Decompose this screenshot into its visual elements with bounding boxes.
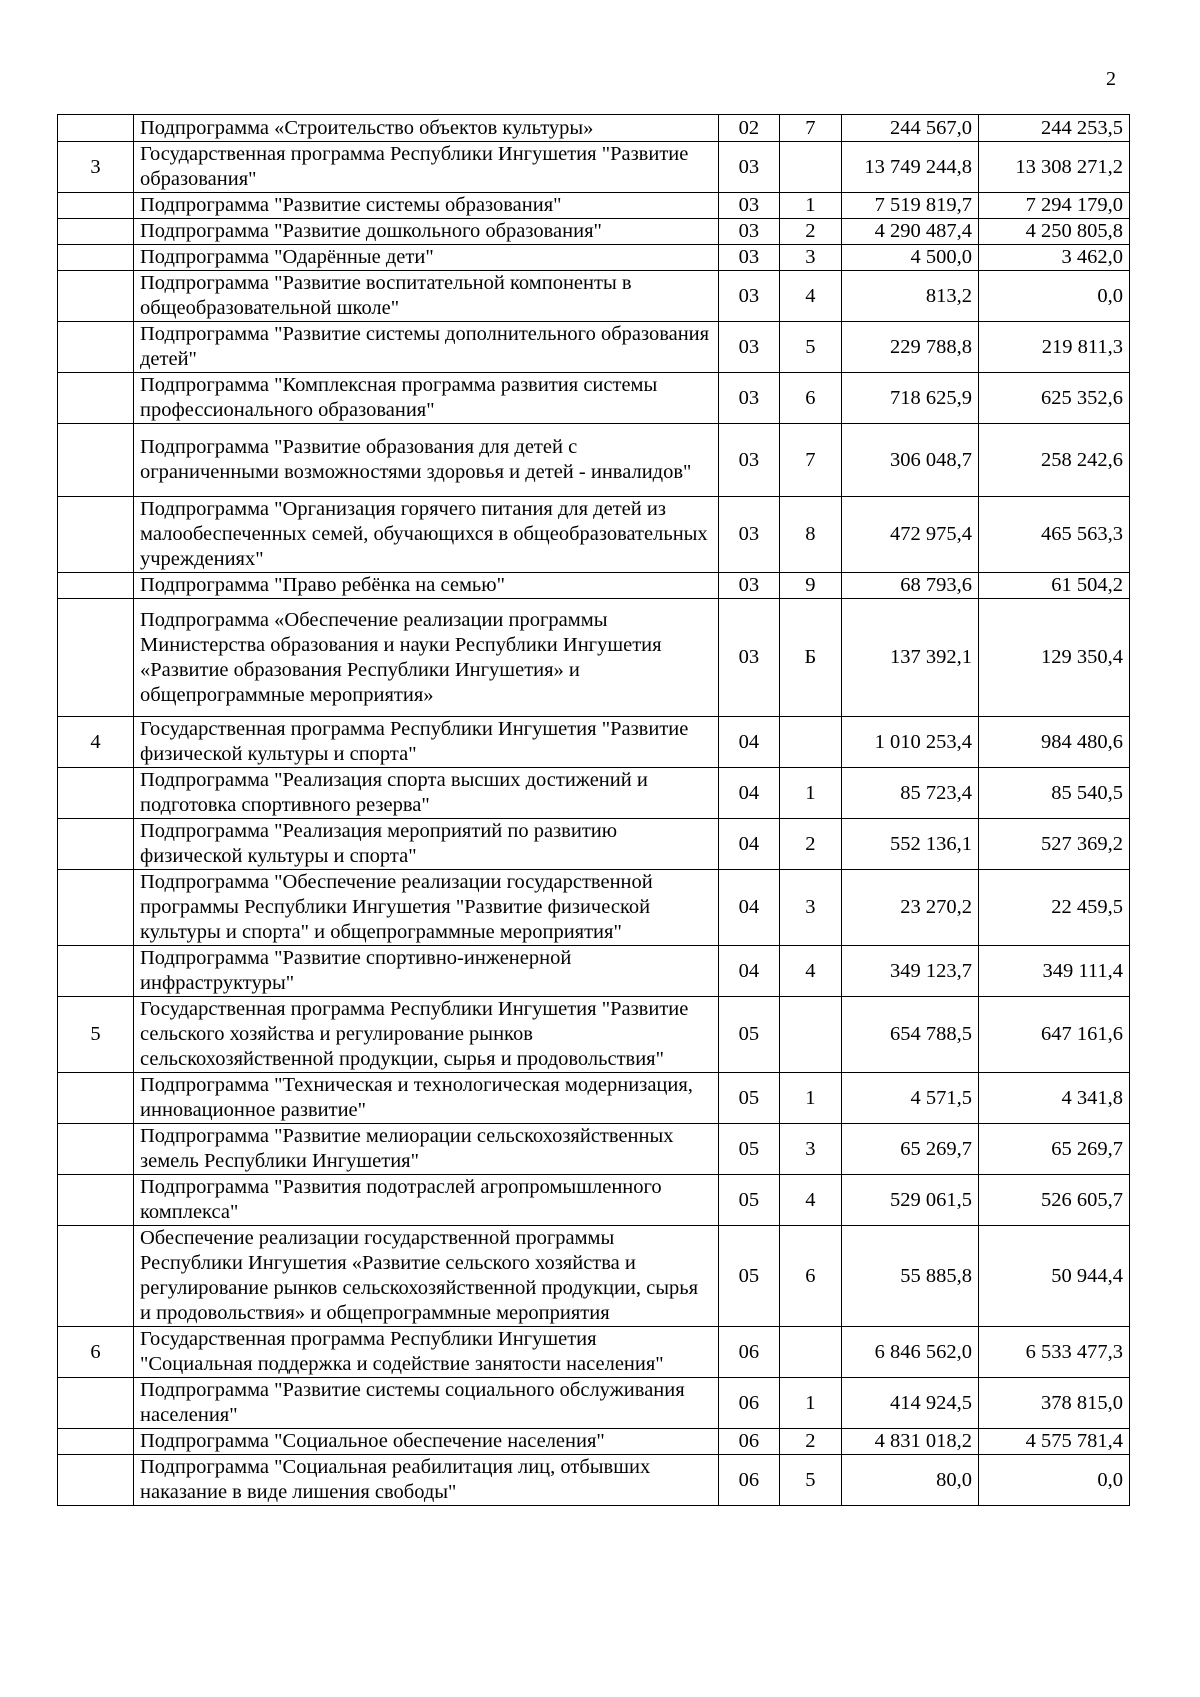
row-number-cell xyxy=(58,322,134,373)
row-number-cell: 6 xyxy=(58,1327,134,1378)
actual-amount-cell: 61 504,2 xyxy=(979,573,1130,599)
table-row xyxy=(58,1175,1130,1226)
planned-amount-cell: 813,2 xyxy=(841,271,978,322)
actual-amount-cell: 13 308 271,2 xyxy=(979,142,1130,193)
subprogram-code-cell: 1 xyxy=(780,1378,841,1429)
subprogram-code-cell: Б xyxy=(780,599,841,717)
row-number-cell xyxy=(58,1378,134,1429)
table-row xyxy=(58,1073,1130,1124)
table-row xyxy=(58,245,1130,271)
program-code-cell: 03 xyxy=(718,373,779,424)
planned-amount-cell: 13 749 244,8 xyxy=(841,142,978,193)
planned-amount-cell: 552 136,1 xyxy=(841,819,978,870)
planned-amount-cell: 718 625,9 xyxy=(841,373,978,424)
program-code-cell: 03 xyxy=(718,271,779,322)
program-name-cell: Подпрограмма "Социальная реабилитация лиц, отбывших наказание в виде лишения свободы" xyxy=(134,1455,719,1506)
table-row xyxy=(58,768,1130,819)
subprogram-code-cell: 1 xyxy=(780,1073,841,1124)
table-row xyxy=(58,599,1130,717)
program-code-cell: 03 xyxy=(718,599,779,717)
subprogram-code-cell: 8 xyxy=(780,497,841,573)
program-code-cell: 06 xyxy=(718,1429,779,1455)
program-code-cell: 05 xyxy=(718,1226,779,1327)
program-name-cell: Государственная программа Республики Ингушетия "Социальная поддержка и содействие занятости населения" xyxy=(134,1327,719,1378)
actual-amount-cell: 465 563,3 xyxy=(979,497,1130,573)
program-name-cell: Подпрограмма «Строительство объектов культуры» xyxy=(134,115,719,142)
row-number-cell xyxy=(58,870,134,946)
program-code-cell: 05 xyxy=(718,1175,779,1226)
program-name-cell: Подпрограмма "Развитие образования для детей с ограниченными возможностями здоровья и детей - инвалидов" xyxy=(134,424,719,497)
table-row xyxy=(58,1226,1130,1327)
planned-amount-cell: 4 500,0 xyxy=(841,245,978,271)
program-code-cell: 04 xyxy=(718,717,779,768)
table-body xyxy=(58,115,1130,1506)
program-name-cell: Подпрограмма "Организация горячего питания для детей из малообеспеченных семей, обучающихся в общеобразовательных учреждениях" xyxy=(134,497,719,573)
planned-amount-cell: 472 975,4 xyxy=(841,497,978,573)
table-row xyxy=(58,1455,1130,1506)
planned-amount-cell: 23 270,2 xyxy=(841,870,978,946)
program-name-cell: Подпрограмма "Развитие воспитательной компоненты в общеобразовательной школе" xyxy=(134,271,719,322)
table-row xyxy=(58,997,1130,1073)
program-code-cell: 03 xyxy=(718,142,779,193)
subprogram-code-cell: 2 xyxy=(780,1429,841,1455)
planned-amount-cell: 7 519 819,7 xyxy=(841,193,978,219)
actual-amount-cell: 85 540,5 xyxy=(979,768,1130,819)
actual-amount-cell: 50 944,4 xyxy=(979,1226,1130,1327)
program-code-cell: 05 xyxy=(718,1124,779,1175)
row-number-cell xyxy=(58,115,134,142)
planned-amount-cell: 229 788,8 xyxy=(841,322,978,373)
program-name-cell: Подпрограмма "Реализация мероприятий по развитию физической культуры и спорта" xyxy=(134,819,719,870)
program-code-cell: 06 xyxy=(718,1455,779,1506)
program-code-cell: 05 xyxy=(718,997,779,1073)
row-number-cell xyxy=(58,1226,134,1327)
actual-amount-cell: 0,0 xyxy=(979,271,1130,322)
table-row xyxy=(58,870,1130,946)
actual-amount-cell: 0,0 xyxy=(979,1455,1130,1506)
program-code-cell: 04 xyxy=(718,946,779,997)
row-number-cell xyxy=(58,245,134,271)
subprogram-code-cell: 1 xyxy=(780,768,841,819)
table-row xyxy=(58,819,1130,870)
page-number: 2 xyxy=(1106,68,1116,90)
program-code-cell: 04 xyxy=(718,768,779,819)
table-row xyxy=(58,373,1130,424)
program-name-cell: Подпрограмма "Развитие системы образования" xyxy=(134,193,719,219)
program-name-cell: Государственная программа Республики Ингушетия "Развитие образования" xyxy=(134,142,719,193)
actual-amount-cell: 4 250 805,8 xyxy=(979,219,1130,245)
program-name-cell: Государственная программа Республики Ингушетия "Развитие физической культуры и спорта" xyxy=(134,717,719,768)
actual-amount-cell: 378 815,0 xyxy=(979,1378,1130,1429)
program-name-cell: Подпрограмма "Развитие системы дополнительного образования детей" xyxy=(134,322,719,373)
row-number-cell xyxy=(58,1175,134,1226)
actual-amount-cell: 625 352,6 xyxy=(979,373,1130,424)
planned-amount-cell: 55 885,8 xyxy=(841,1226,978,1327)
program-code-cell: 03 xyxy=(718,193,779,219)
program-name-cell: Подпрограмма "Обеспечение реализации государственной программы Республики Ингушетия "Развитие физической культуры и спорта" и общепрограммные мероприятия" xyxy=(134,870,719,946)
table-row xyxy=(58,1327,1130,1378)
program-name-cell: Подпрограмма "Социальное обеспечение населения" xyxy=(134,1429,719,1455)
subprogram-code-cell: 3 xyxy=(780,1124,841,1175)
table-row xyxy=(58,1378,1130,1429)
row-number-cell xyxy=(58,373,134,424)
row-number-cell: 5 xyxy=(58,997,134,1073)
program-code-cell: 03 xyxy=(718,219,779,245)
actual-amount-cell: 7 294 179,0 xyxy=(979,193,1130,219)
subprogram-code-cell xyxy=(780,997,841,1073)
actual-amount-cell: 3 462,0 xyxy=(979,245,1130,271)
planned-amount-cell: 68 793,6 xyxy=(841,573,978,599)
planned-amount-cell: 80,0 xyxy=(841,1455,978,1506)
actual-amount-cell: 526 605,7 xyxy=(979,1175,1130,1226)
planned-amount-cell: 654 788,5 xyxy=(841,997,978,1073)
actual-amount-cell: 65 269,7 xyxy=(979,1124,1130,1175)
program-code-cell: 03 xyxy=(718,322,779,373)
subprogram-code-cell: 9 xyxy=(780,573,841,599)
row-number-cell: 3 xyxy=(58,142,134,193)
subprogram-code-cell: 7 xyxy=(780,424,841,497)
row-number-cell xyxy=(58,424,134,497)
program-code-cell: 04 xyxy=(718,870,779,946)
program-name-cell: Подпрограмма "Комплексная программа развития системы профессионального образования" xyxy=(134,373,719,424)
row-number-cell xyxy=(58,271,134,322)
actual-amount-cell: 647 161,6 xyxy=(979,997,1130,1073)
program-code-cell: 03 xyxy=(718,573,779,599)
subprogram-code-cell: 2 xyxy=(780,219,841,245)
program-code-cell: 06 xyxy=(718,1327,779,1378)
planned-amount-cell: 244 567,0 xyxy=(841,115,978,142)
program-code-cell: 05 xyxy=(718,1073,779,1124)
program-name-cell: Подпрограмма "Реализация спорта высших достижений и подготовка спортивного резерва" xyxy=(134,768,719,819)
subprogram-code-cell xyxy=(780,717,841,768)
program-name-cell: Подпрограмма "Техническая и технологическая модернизация, инновационное развитие" xyxy=(134,1073,719,1124)
row-number-cell xyxy=(58,1429,134,1455)
planned-amount-cell: 4 290 487,4 xyxy=(841,219,978,245)
program-code-cell: 06 xyxy=(718,1378,779,1429)
planned-amount-cell: 6 846 562,0 xyxy=(841,1327,978,1378)
row-number-cell xyxy=(58,497,134,573)
subprogram-code-cell xyxy=(780,142,841,193)
subprogram-code-cell xyxy=(780,1327,841,1378)
subprogram-code-cell: 4 xyxy=(780,1175,841,1226)
planned-amount-cell: 414 924,5 xyxy=(841,1378,978,1429)
table-row xyxy=(58,115,1130,142)
table-row xyxy=(58,322,1130,373)
row-number-cell xyxy=(58,193,134,219)
planned-amount-cell: 4 831 018,2 xyxy=(841,1429,978,1455)
subprogram-code-cell: 5 xyxy=(780,322,841,373)
table-row xyxy=(58,219,1130,245)
actual-amount-cell: 349 111,4 xyxy=(979,946,1130,997)
row-number-cell xyxy=(58,1073,134,1124)
actual-amount-cell: 258 242,6 xyxy=(979,424,1130,497)
program-name-cell: Подпрограмма "Развитие дошкольного образования" xyxy=(134,219,719,245)
actual-amount-cell: 244 253,5 xyxy=(979,115,1130,142)
actual-amount-cell: 219 811,3 xyxy=(979,322,1130,373)
table-row xyxy=(58,271,1130,322)
program-name-cell: Подпрограмма "Развитие системы социального обслуживания населения" xyxy=(134,1378,719,1429)
subprogram-code-cell: 3 xyxy=(780,870,841,946)
program-name-cell: Подпрограмма "Развития подотраслей агропромышленного комплекса" xyxy=(134,1175,719,1226)
planned-amount-cell: 1 010 253,4 xyxy=(841,717,978,768)
program-code-cell: 03 xyxy=(718,245,779,271)
actual-amount-cell: 4 575 781,4 xyxy=(979,1429,1130,1455)
row-number-cell xyxy=(58,1124,134,1175)
program-name-cell: Подпрограмма "Одарённые дети" xyxy=(134,245,719,271)
table-row xyxy=(58,946,1130,997)
program-name-cell: Обеспечение реализации государственной программы Республики Ингушетия «Развитие сельского хозяйства и регулирование рынков сельскохозяйственной продукции, сырья и продовольствия» и общепрограммные мероприятия xyxy=(134,1226,719,1327)
planned-amount-cell: 529 061,5 xyxy=(841,1175,978,1226)
subprogram-code-cell: 4 xyxy=(780,946,841,997)
planned-amount-cell: 306 048,7 xyxy=(841,424,978,497)
table-row xyxy=(58,497,1130,573)
subprogram-code-cell: 7 xyxy=(780,115,841,142)
actual-amount-cell: 129 350,4 xyxy=(979,599,1130,717)
subprogram-code-cell: 2 xyxy=(780,819,841,870)
subprogram-code-cell: 3 xyxy=(780,245,841,271)
subprogram-code-cell: 6 xyxy=(780,1226,841,1327)
actual-amount-cell: 22 459,5 xyxy=(979,870,1130,946)
row-number-cell xyxy=(58,819,134,870)
row-number-cell xyxy=(58,573,134,599)
program-code-cell: 04 xyxy=(718,819,779,870)
row-number-cell xyxy=(58,1455,134,1506)
program-code-cell: 03 xyxy=(718,424,779,497)
program-name-cell: Подпрограмма "Развитие спортивно-инженерной инфраструктуры" xyxy=(134,946,719,997)
table-row xyxy=(58,142,1130,193)
program-code-cell: 02 xyxy=(718,115,779,142)
planned-amount-cell: 65 269,7 xyxy=(841,1124,978,1175)
table-row xyxy=(58,193,1130,219)
program-name-cell: Государственная программа Республики Ингушетия "Развитие сельского хозяйства и регулирование рынков сельскохозяйственной продукции, сырья и продовольствия" xyxy=(134,997,719,1073)
actual-amount-cell: 4 341,8 xyxy=(979,1073,1130,1124)
table-row xyxy=(58,573,1130,599)
row-number-cell xyxy=(58,768,134,819)
row-number-cell xyxy=(58,599,134,717)
planned-amount-cell: 349 123,7 xyxy=(841,946,978,997)
program-name-cell: Подпрограмма "Развитие мелиорации сельскохозяйственных земель Республики Ингушетия" xyxy=(134,1124,719,1175)
planned-amount-cell: 4 571,5 xyxy=(841,1073,978,1124)
subprogram-code-cell: 4 xyxy=(780,271,841,322)
subprogram-code-cell: 5 xyxy=(780,1455,841,1506)
subprogram-code-cell: 1 xyxy=(780,193,841,219)
actual-amount-cell: 984 480,6 xyxy=(979,717,1130,768)
program-name-cell: Подпрограмма «Обеспечение реализации программы Министерства образования и науки Республики Ингушетия «Развитие образования Республики Ингушетия» и общепрограммные мероприятия» xyxy=(134,599,719,717)
program-code-cell: 03 xyxy=(718,497,779,573)
row-number-cell: 4 xyxy=(58,717,134,768)
table-row xyxy=(58,1124,1130,1175)
table-row xyxy=(58,1429,1130,1455)
row-number-cell xyxy=(58,219,134,245)
budget-table xyxy=(57,114,1130,1506)
actual-amount-cell: 6 533 477,3 xyxy=(979,1327,1130,1378)
table-row xyxy=(58,424,1130,497)
actual-amount-cell: 527 369,2 xyxy=(979,819,1130,870)
planned-amount-cell: 137 392,1 xyxy=(841,599,978,717)
planned-amount-cell: 85 723,4 xyxy=(841,768,978,819)
subprogram-code-cell: 6 xyxy=(780,373,841,424)
program-name-cell: Подпрограмма "Право ребёнка на семью" xyxy=(134,573,719,599)
row-number-cell xyxy=(58,946,134,997)
table-row xyxy=(58,717,1130,768)
